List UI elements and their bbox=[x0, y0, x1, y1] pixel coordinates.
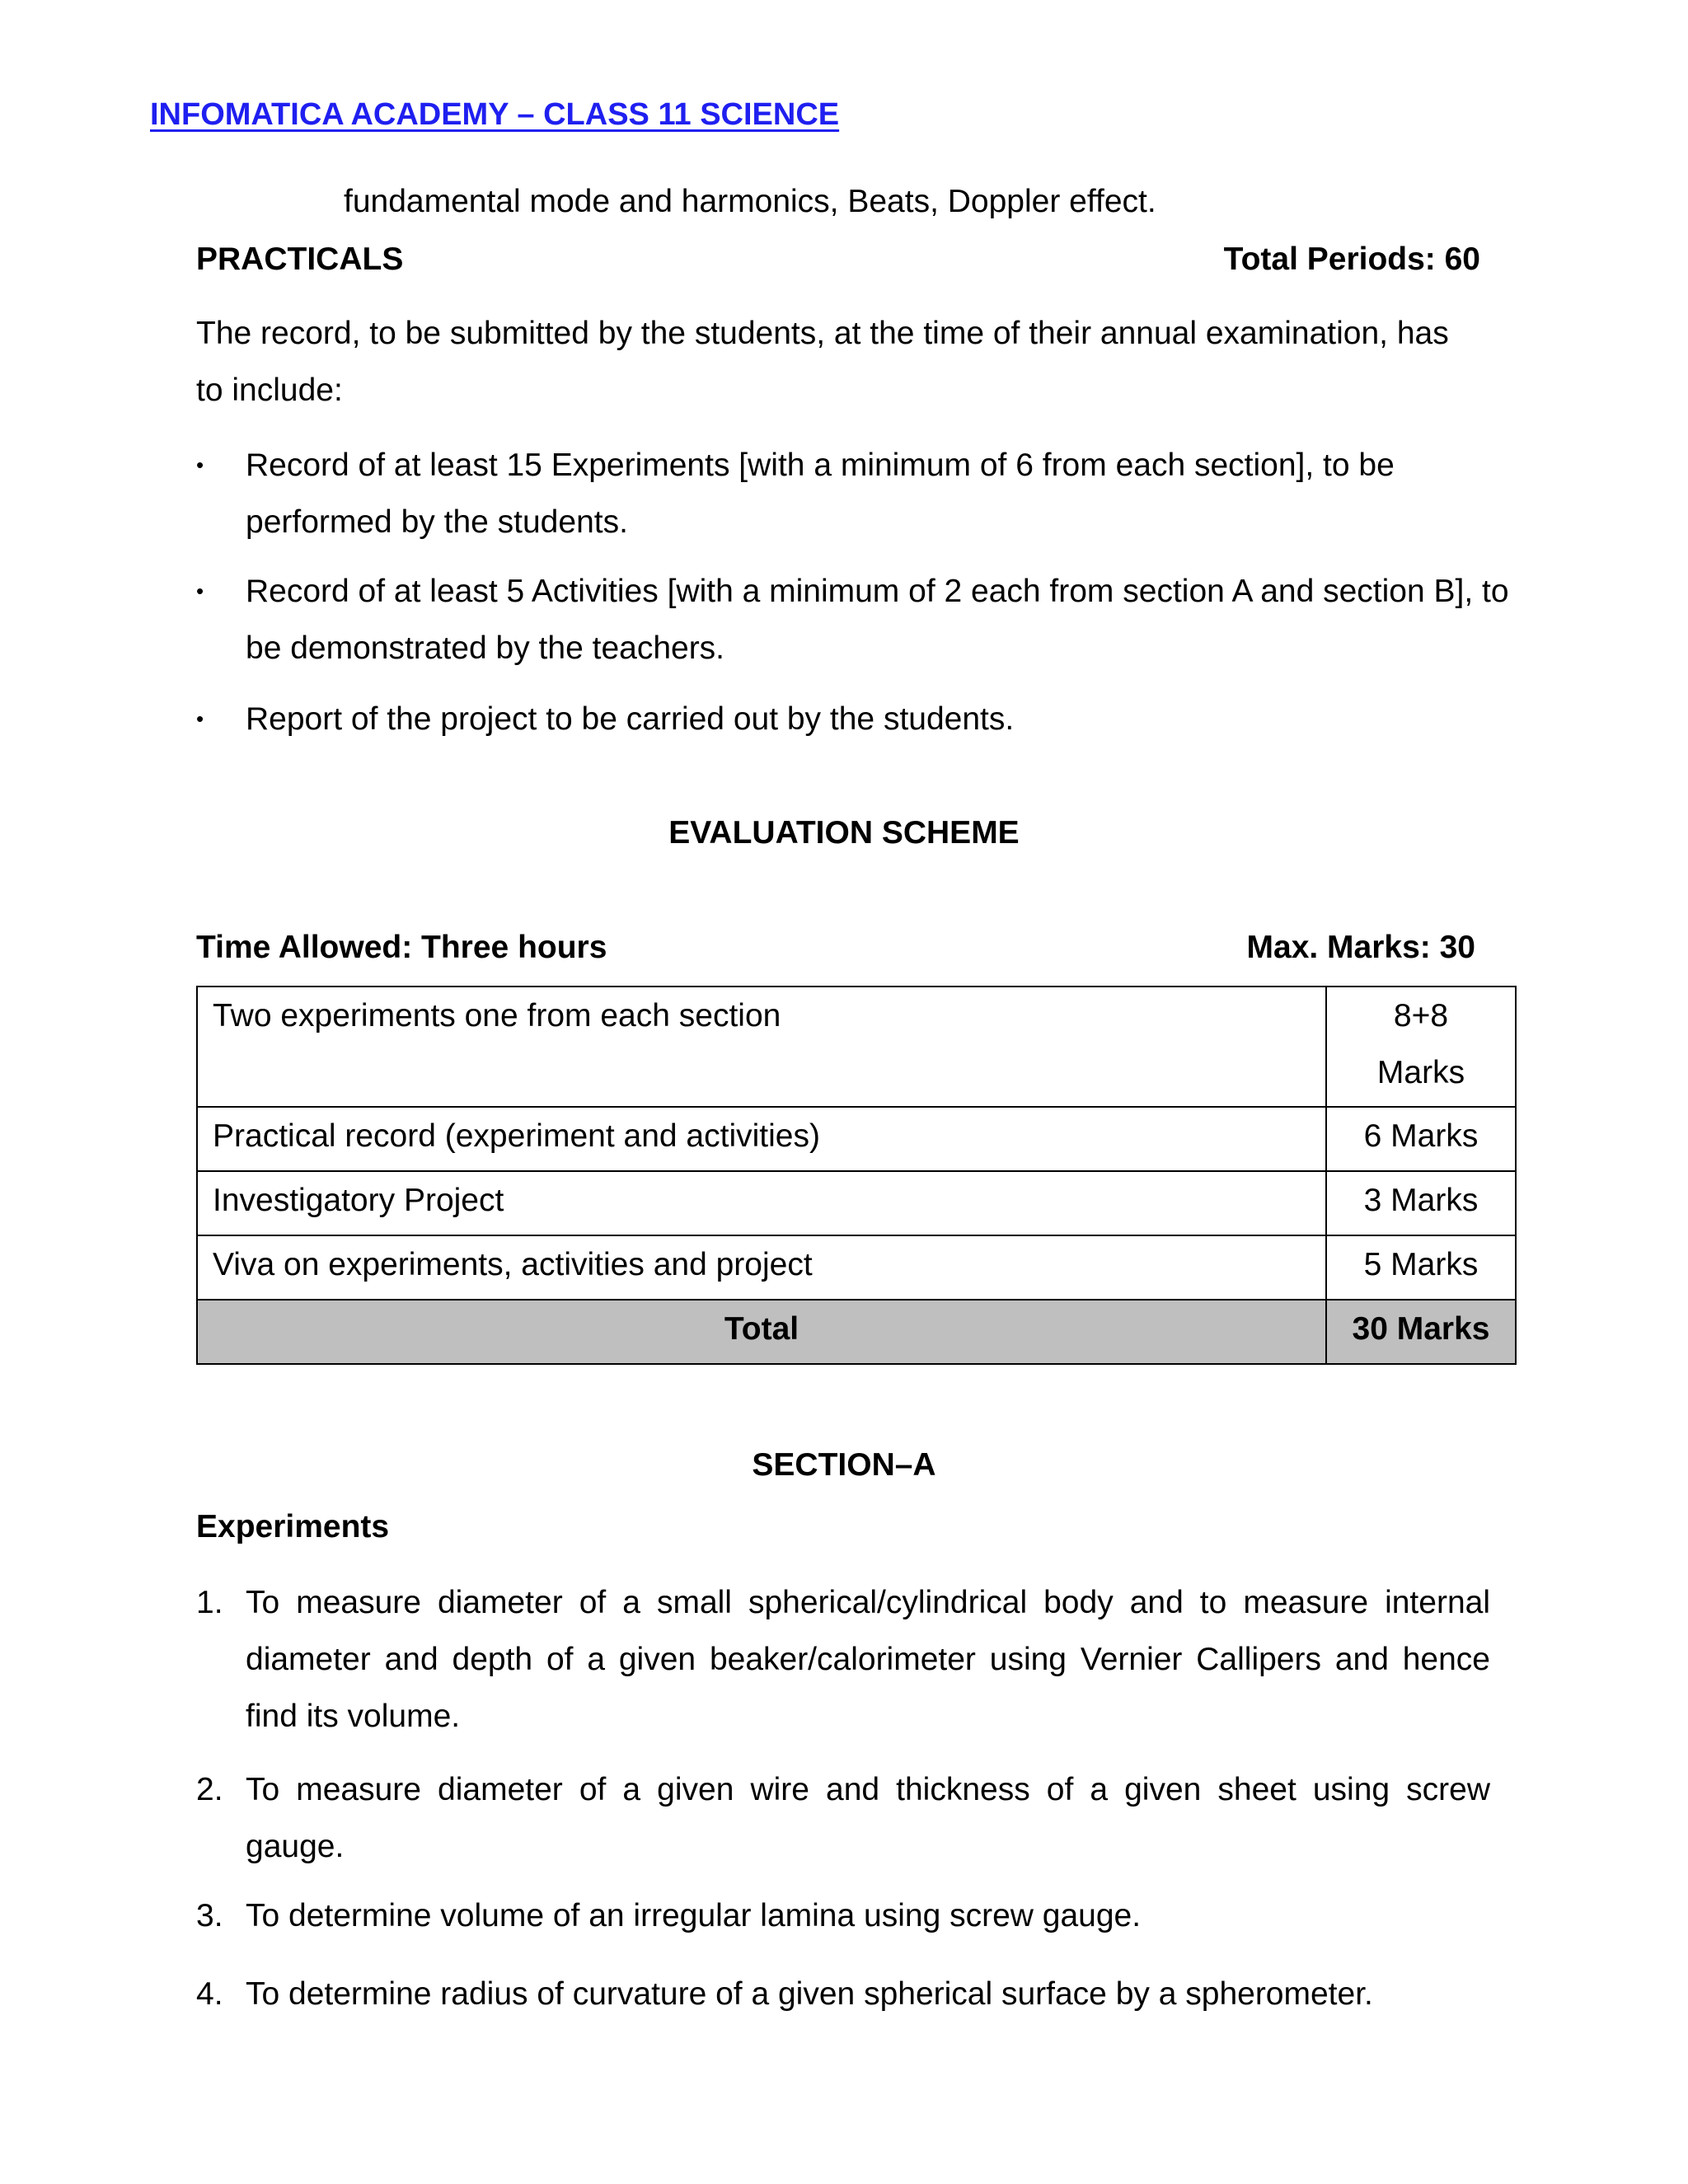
table-row bbox=[197, 1171, 1516, 1235]
list-item bbox=[196, 1966, 1490, 2023]
bullet-icon: • bbox=[196, 579, 204, 603]
table-total-row bbox=[197, 1300, 1516, 1364]
table-cell-item: Two experiments one from each section bbox=[197, 987, 1326, 1107]
practicals-paragraph: The record, to be submitted by the students, at the time of their annual examination, has to include: bbox=[196, 316, 1449, 408]
table-row bbox=[197, 987, 1516, 1107]
item-text: To determine volume of an irregular lamina using screw gauge. bbox=[246, 1898, 1142, 1933]
table-row bbox=[197, 1107, 1516, 1171]
total-periods: Total Periods: 60 bbox=[1223, 241, 1480, 277]
total-label: Total bbox=[197, 1300, 1326, 1364]
evaluation-heading: EVALUATION SCHEME bbox=[668, 815, 1020, 851]
item-number: 1. bbox=[196, 1585, 223, 1620]
item-number: 2. bbox=[196, 1772, 223, 1807]
table-cell-marks bbox=[1326, 987, 1516, 1107]
evaluation-table bbox=[196, 986, 1517, 1365]
practicals-heading: PRACTICALS bbox=[196, 241, 404, 277]
list-item bbox=[196, 437, 1498, 552]
bullet-text: Record of at least 5 Activities [with a minimum of 2 each from section A and section B], to be demonstrated by the teachers. bbox=[246, 574, 1509, 666]
list-item bbox=[196, 1761, 1490, 1877]
item-number: 3. bbox=[196, 1898, 223, 1933]
table-cell-item: Practical record (experiment and activities) bbox=[197, 1107, 1326, 1171]
max-marks: Max. Marks: 30 bbox=[1246, 930, 1475, 965]
item-text: To determine radius of curvature of a given spherical surface by a spherometer. bbox=[246, 1976, 1373, 2012]
table-cell-marks: 6 Marks bbox=[1326, 1107, 1516, 1171]
total-marks: 30 Marks bbox=[1326, 1300, 1516, 1364]
table-row bbox=[197, 1235, 1516, 1300]
section-a-heading: SECTION–A bbox=[752, 1447, 936, 1483]
intro-continuation: fundamental mode and harmonics, Beats, Doppler effect. bbox=[344, 184, 1156, 219]
marks-line: Marks bbox=[1376, 1055, 1465, 1090]
table-cell-marks: 3 Marks bbox=[1326, 1171, 1516, 1235]
marks-line: 8+8 bbox=[1393, 998, 1449, 1033]
bullet-text: Record of at least 15 Experiments [with a minimum of 6 from each section], to be performed by the students. bbox=[246, 448, 1395, 540]
list-item bbox=[196, 563, 1509, 678]
item-text: To measure diameter of a given wire and thickness of a given sheet using screw gauge. bbox=[246, 1772, 1490, 1864]
bullet-text: Report of the project to be carried out by the students. bbox=[246, 701, 1015, 737]
table-cell-item: Investigatory Project bbox=[197, 1171, 1326, 1235]
list-item bbox=[196, 1574, 1490, 1747]
time-allowed: Time Allowed: Three hours bbox=[196, 930, 607, 965]
table-cell-marks: 5 Marks bbox=[1326, 1235, 1516, 1300]
bullet-icon: • bbox=[196, 452, 204, 477]
bullet-icon: • bbox=[196, 706, 204, 731]
table-cell-item: Viva on experiments, activities and project bbox=[197, 1235, 1326, 1300]
list-item bbox=[196, 691, 1498, 748]
page-header-title: INFOMATICA ACADEMY – CLASS 11 SCIENCE bbox=[150, 97, 840, 132]
list-item bbox=[196, 1887, 1490, 1945]
item-text: To measure diameter of a small spherical/cylindrical body and to measure internal diameter and depth of a given beaker/calorimeter using Vernier Callipers and hence find its volume. bbox=[246, 1585, 1490, 1734]
item-number: 4. bbox=[196, 1976, 223, 2012]
experiments-subheading: Experiments bbox=[196, 1509, 390, 1544]
